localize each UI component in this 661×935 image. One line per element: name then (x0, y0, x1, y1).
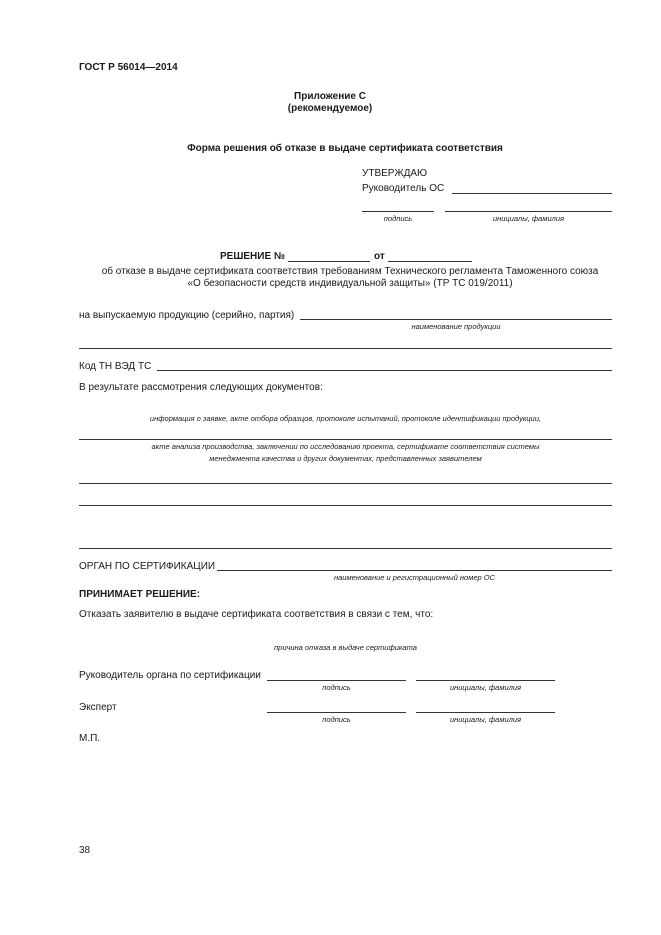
page-number: 38 (79, 845, 91, 856)
seal-label: М.П. (79, 733, 101, 744)
expert-signature-caption: подпись (322, 715, 351, 724)
product-caption: наименование продукции (411, 322, 501, 331)
product-label: на выпускаемую продукцию (серийно, партия) (79, 310, 295, 321)
approve-label: УТВЕРЖДАЮ (362, 168, 428, 179)
decision-number-label: РЕШЕНИЕ № (220, 251, 286, 262)
expert-label: Эксперт (79, 702, 117, 713)
head-signature-line[interactable] (267, 680, 406, 681)
approval-initials-caption: инициалы, фамилия (492, 214, 565, 223)
documents-caption-2: акте анализа производства, заключении по исследованию проекта, сертификате соответствия системы (151, 442, 540, 451)
product-extra-line[interactable] (79, 348, 612, 349)
form-title: Форма решения об отказе в выдаче сертификата соответствия (187, 143, 503, 154)
decision-description-line1: об отказе в выдаче сертификата соответствия требованиям Технического регламента Таможенного союза (101, 266, 599, 277)
expert-signature-line[interactable] (267, 712, 406, 713)
annex-subtitle: (рекомендуемое) (287, 103, 373, 114)
head-os-line[interactable] (452, 193, 612, 194)
certification-body-line[interactable] (217, 570, 612, 571)
resolution-caption: причина отказа в выдаче сертификата (274, 643, 417, 652)
documents-line-4[interactable] (79, 548, 612, 549)
documents-caption-3: менеджмента качества и других документах, представленных заявителем (209, 454, 482, 463)
expert-initials-line[interactable] (416, 712, 555, 713)
decision-number-line[interactable] (288, 261, 370, 262)
decision-date-line[interactable] (388, 261, 472, 262)
documents-label: В результате рассмотрения следующих документов: (79, 382, 323, 393)
approval-signature-line[interactable] (362, 211, 434, 212)
expert-initials-caption: инициалы, фамилия (449, 715, 522, 724)
resolution-heading: ПРИНИМАЕТ РЕШЕНИЕ: (79, 589, 201, 600)
product-line[interactable] (300, 319, 612, 320)
documents-line-3[interactable] (79, 505, 612, 506)
certification-body-caption: наименование и регистрационный номер ОС (333, 573, 496, 582)
tnved-line[interactable] (157, 370, 612, 371)
decision-date-label: от (374, 251, 385, 262)
approval-initials-line[interactable] (445, 211, 612, 212)
annex-title: Приложение С (294, 91, 366, 102)
approval-signature-caption: подпись (383, 214, 413, 223)
head-initials-caption: инициалы, фамилия (449, 683, 522, 692)
documents-line-2[interactable] (79, 483, 612, 484)
head-signature-caption: подпись (322, 683, 351, 692)
head-signature-label: Руководитель органа по сертификации (79, 670, 261, 681)
head-initials-line[interactable] (416, 680, 555, 681)
tnved-label: Код ТН ВЭД ТС (79, 361, 152, 372)
documents-line-1[interactable] (79, 439, 612, 440)
document-code: ГОСТ Р 56014—2014 (79, 62, 178, 73)
certification-body-label: ОРГАН ПО СЕРТИФИКАЦИИ (79, 561, 216, 572)
decision-description-line2: «О безопасности средств индивидуальной защиты» (ТР ТС 019/2011) (187, 278, 513, 289)
documents-caption-1: информация о заявке, акте отбора образцов, протоколе испытаний, протоколе идентификации продукции, (149, 414, 542, 423)
head-os-label: Руководитель ОС (362, 183, 445, 194)
resolution-text: Отказать заявителю в выдаче сертификата соответствия в связи с тем, что: (79, 609, 434, 620)
